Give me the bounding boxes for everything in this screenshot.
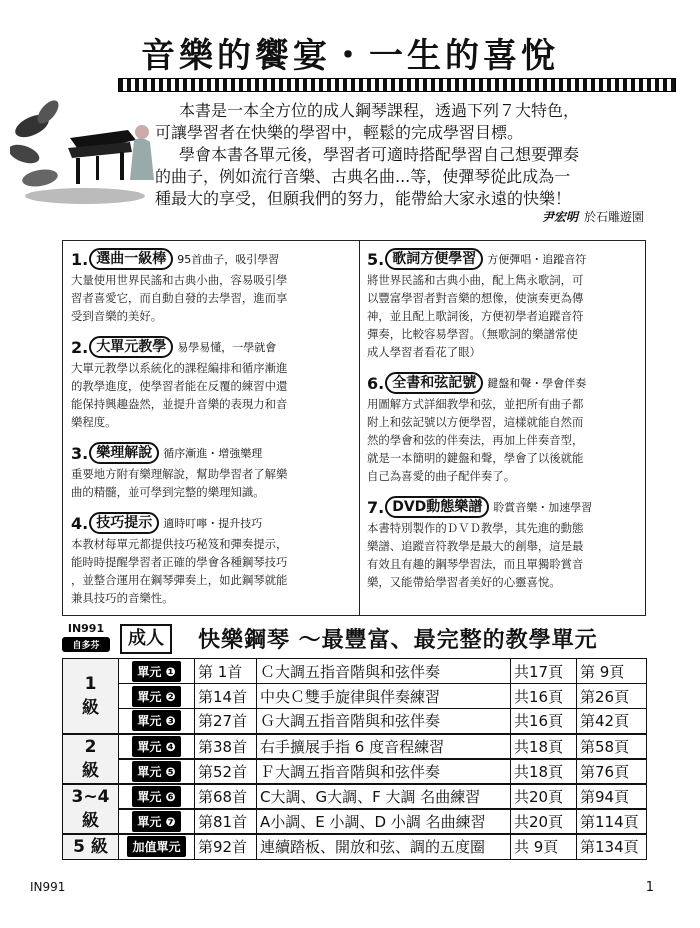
feature-body: [71, 359, 353, 431]
piano-illustration: [10, 96, 160, 208]
topic-cell: Ｇ大調五指音階與和弦伴奏: [257, 709, 511, 734]
feature-heading: [71, 335, 353, 359]
course-title: 快樂鋼琴 ～最豐富、最完整的教學單元: [198, 627, 598, 653]
level-cell: 3~4 級: [63, 784, 119, 834]
feature-subtitle: 方便彈唱・追蹤音符: [487, 253, 587, 266]
feature-body-line: 能保持興趣盎然，並提升音樂的表現力和音: [71, 397, 288, 411]
topic-cell: A小調、E 小調、D 小調 名曲練習: [257, 809, 511, 834]
feature-body-line: 成人學習者看花了眼）: [367, 345, 481, 359]
feature-body-line: 附上和弦記號以方便學習，這樣就能自然而: [367, 415, 584, 429]
course-header: [62, 622, 662, 662]
table-row: [63, 759, 647, 784]
feature-number: 5.: [367, 249, 385, 269]
unit-badge: 單元 ❹: [132, 736, 180, 757]
feature-body: [367, 519, 649, 591]
feature-body-line: 有效且有趣的鋼琴學習法，而且單獨聆賞音: [367, 557, 584, 571]
page-number: 1: [645, 880, 654, 895]
intro-line: 種最大的享受，但願我們的努力，能帶給大家永遠的快樂！: [155, 189, 572, 208]
signature-place: 於石雕遊園: [583, 210, 644, 224]
page-count-cell: 共16頁: [511, 684, 577, 709]
feature-item: [71, 335, 353, 431]
level-group: [63, 659, 647, 734]
feature-body-line: 受到音樂的美好。: [71, 309, 163, 323]
topic-cell: Ｆ大調五指音階與和弦伴奏: [257, 759, 511, 784]
feature-title: 全書和弦記號: [385, 372, 483, 394]
unit-cell: [119, 759, 195, 784]
topic-cell: 中央Ｃ雙手旋律與伴奏練習: [257, 684, 511, 709]
table-row: [63, 684, 647, 709]
page-count-cell: 共17頁: [511, 659, 577, 684]
topic-cell: C大調、G大調、F 大調 名曲練習: [257, 784, 511, 809]
unit-badge: 單元 ❶: [132, 661, 180, 682]
unit-cell: [119, 684, 195, 709]
page-count-cell: 共16頁: [511, 709, 577, 734]
page-count-cell: 共20頁: [511, 809, 577, 834]
level-cell: 5 級: [63, 834, 119, 860]
feature-body: [367, 271, 649, 361]
piano-keyboard-banner: [118, 78, 676, 92]
feature-title: 大單元教學: [89, 336, 173, 358]
feature-number: 1.: [71, 249, 89, 269]
unit-badge: 單元 ❸: [132, 710, 180, 731]
intro-line: 的曲子，例如流行音樂、古典名曲...等，使彈琴從此成為一: [155, 167, 571, 186]
feature-body: [71, 271, 353, 325]
table-row: [63, 784, 647, 809]
feature-heading: [367, 371, 649, 395]
feature-body: [367, 395, 649, 485]
intro-line: 可讓學習者在快樂的學習中，輕鬆的完成學習目標。: [155, 123, 524, 142]
page-number-cell: 第94頁: [577, 784, 647, 809]
page-number-cell: 第134頁: [577, 834, 647, 860]
feature-title: 樂理解說: [89, 442, 159, 464]
feature-body-line: 本教材每單元都提供技巧秘笈和彈奏提示，: [71, 537, 288, 551]
level-cell: 2 級: [63, 734, 119, 784]
unit-badge: 單元 ❻: [132, 786, 180, 807]
intro-text: [155, 100, 685, 210]
feature-subtitle: 聆賞音樂・加速學習: [493, 501, 593, 514]
unit-badge: 加值單元: [127, 836, 185, 857]
page-count-cell: 共20頁: [511, 784, 577, 809]
feature-body-line: 彈奏，比較容易學習。（無歌詞的樂譜常使: [367, 327, 578, 341]
unit-cell: [119, 809, 195, 834]
feature-item: [367, 371, 649, 485]
level-cell: 1 級: [63, 659, 119, 734]
feature-body: [71, 535, 353, 607]
feature-body-line: 就是一本簡明的鍵盤和聲，學會了以後就能: [367, 451, 584, 465]
feature-number: 3.: [71, 443, 89, 463]
feature-body-line: 曲的精髓，並可學到完整的樂理知識。: [71, 485, 265, 499]
unit-cell: [119, 834, 195, 860]
feature-body-line: 樂程度。: [71, 415, 117, 429]
feature-number: 2.: [71, 337, 89, 357]
features-divider: [359, 241, 360, 615]
feature-body-line: 兼具技巧的音樂性。: [71, 591, 174, 605]
feature-item: [367, 247, 649, 361]
feature-heading: [367, 495, 649, 519]
intro-line: 本書是一本全方位的成人鋼琴課程，透過下列７大特色，: [179, 101, 580, 120]
feature-body-line: 神，並且配上歌詞後，方便初學者追蹤音符: [367, 309, 584, 323]
level-group: [63, 834, 647, 860]
level-group: [63, 784, 647, 834]
topic-cell: Ｃ大調五指音階與和弦伴奏: [257, 659, 511, 684]
units-table: [62, 658, 647, 860]
feature-heading: [71, 511, 353, 535]
table-row: [63, 659, 647, 684]
feature-body-line: 然的學會和弦的伴奏法，再加上伴奏音型，: [367, 433, 584, 447]
table-row: [63, 709, 647, 734]
page-number-cell: 第42頁: [577, 709, 647, 734]
signature: [542, 208, 644, 225]
feature-subtitle: 循序漸進・增強樂理: [163, 447, 263, 460]
unit-cell: [119, 734, 195, 759]
unit-badge: 單元 ❼: [132, 811, 180, 832]
start-song-cell: 第68首: [195, 784, 257, 809]
feature-subtitle: 適時叮嚀・提升技巧: [163, 517, 263, 530]
table-row: [63, 834, 647, 860]
start-song-cell: 第81首: [195, 809, 257, 834]
book-code: IN991: [67, 622, 105, 635]
page-number-cell: 第 9頁: [577, 659, 647, 684]
feature-title: 歌詞方便學習: [385, 248, 483, 270]
page-number-cell: 第114頁: [577, 809, 647, 834]
feature-title: 技巧提示: [89, 512, 159, 534]
feature-subtitle: 鍵盤和聲・學會伴奏: [487, 377, 587, 390]
start-song-cell: 第52首: [195, 759, 257, 784]
feature-body-line: 樂譜、追蹤音符教學是最大的創舉，這是最: [367, 539, 584, 553]
start-song-cell: 第27首: [195, 709, 257, 734]
page-number-cell: 第26頁: [577, 684, 647, 709]
topic-cell: 右手擴展手指 6 度音程練習: [257, 734, 511, 759]
feature-body-line: 大量使用世界民謠和古典小曲，容易吸引學: [71, 273, 288, 287]
page-number-cell: 第76頁: [577, 759, 647, 784]
feature-body: [71, 465, 353, 501]
footer-code: IN991: [30, 880, 66, 894]
features-column-left: [71, 247, 353, 617]
signature-name: 尹宏明: [541, 210, 578, 224]
feature-body-line: 的教學進度，使學習者能在反覆的練習中還: [71, 379, 288, 393]
start-song-cell: 第 1首: [195, 659, 257, 684]
start-song-cell: 第38首: [195, 734, 257, 759]
feature-heading: [71, 247, 353, 271]
level-group: [63, 734, 647, 784]
feature-body-line: 大單元教學以系統化的課程編排和循序漸進: [71, 361, 288, 375]
page-title: 音樂的饗宴・一生的喜悅: [141, 36, 559, 76]
feature-body-line: 樂，又能帶給學習者美好的心靈喜悅。: [367, 575, 561, 589]
feature-item: [71, 511, 353, 607]
unit-cell: [119, 709, 195, 734]
feature-body-line: 將世界民謠和古典小曲，配上雋永歌詞，可: [367, 273, 584, 287]
feature-item: [71, 441, 353, 501]
page-count-cell: 共18頁: [511, 759, 577, 784]
table-row: [63, 734, 647, 759]
feature-title: DVD動態樂譜: [385, 496, 489, 518]
feature-number: 6.: [367, 373, 385, 393]
feature-body-line: 以豐富學習者對音樂的想像，使演奏更為傳: [367, 291, 584, 305]
start-song-cell: 第14首: [195, 684, 257, 709]
unit-badge: 單元 ❺: [132, 761, 180, 782]
features-column-right: [367, 247, 649, 601]
feature-title: 選曲一級棒: [89, 248, 173, 270]
unit-cell: [119, 659, 195, 684]
feature-item: [367, 495, 649, 591]
intro-line: 學會本書各單元後，學習者可適時搭配學習自己想要彈奏: [179, 145, 580, 164]
table-row: [63, 809, 647, 834]
unit-cell: [119, 784, 195, 809]
features-box: [62, 240, 646, 616]
feature-body-line: 本書特別製作的ＤＶＤ教學，其先進的動態: [367, 521, 584, 535]
feature-number: 7.: [367, 497, 385, 517]
page-number-cell: 第58頁: [577, 734, 647, 759]
feature-body-line: ，並整合運用在鋼琴彈奏上，如此鋼琴就能: [71, 573, 288, 587]
topic-cell: 連續踏板、開放和弦、調的五度圈: [257, 834, 511, 860]
adult-label: 成人: [120, 624, 172, 654]
page-count-cell: 共 9頁: [511, 834, 577, 860]
feature-body-line: 自己為喜愛的曲子配伴奏了。: [367, 469, 516, 483]
feature-subtitle: 易學易懂，一學就會: [177, 341, 277, 354]
feature-body-line: 用圖解方式詳細教學和弦，並把所有曲子都: [367, 397, 584, 411]
feature-subtitle: 95首曲子，吸引學習: [177, 253, 280, 266]
feature-heading: [71, 441, 353, 465]
publisher-label: 自多芬: [62, 637, 110, 652]
feature-item: [71, 247, 353, 325]
feature-number: 4.: [71, 513, 89, 533]
feature-body-line: 重要地方附有樂理解說，幫助學習者了解樂: [71, 467, 288, 481]
feature-body-line: 能時時提醒學習者正確的學會各種鋼琴技巧: [71, 555, 288, 569]
page-count-cell: 共18頁: [511, 734, 577, 759]
start-song-cell: 第92首: [195, 834, 257, 860]
book-badge: [62, 622, 110, 652]
feature-body-line: 習者喜愛它，而自動自發的去學習，進而享: [71, 291, 288, 305]
unit-badge: 單元 ❷: [132, 686, 180, 707]
feature-heading: [367, 247, 649, 271]
